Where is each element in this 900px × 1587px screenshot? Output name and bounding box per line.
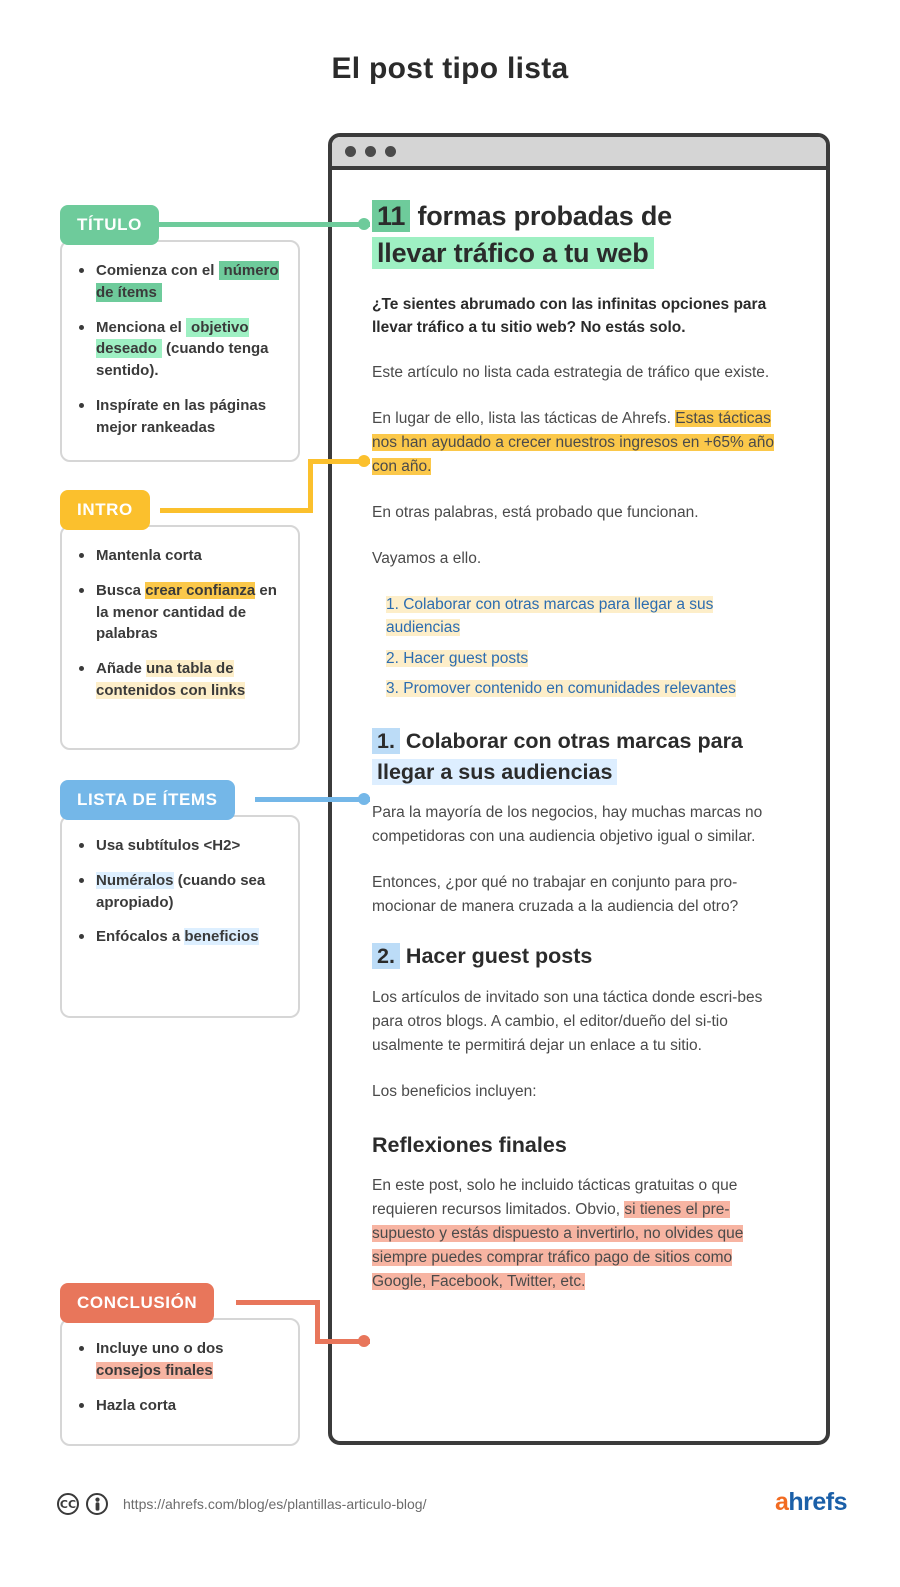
post-title xyxy=(372,198,790,273)
bullet-text-after: (cuando tenga sentido). xyxy=(96,340,269,379)
footer-url[interactable]: https://ahrefs.com/blog/es/plantillas-articulo-blog/ xyxy=(123,1496,427,1512)
card-titulo xyxy=(60,240,300,462)
bullet-highlight: crear confianza xyxy=(145,581,256,599)
toc-item[interactable] xyxy=(386,677,790,700)
heading-number: 1. xyxy=(372,728,400,754)
list-item xyxy=(96,317,282,382)
section-heading-2 xyxy=(372,941,790,972)
article-paragraph-2 xyxy=(372,407,790,479)
ahrefs-logo xyxy=(775,1488,847,1517)
bullet-text: Añade xyxy=(96,660,147,677)
list-item xyxy=(96,260,282,304)
connector-dot-titulo xyxy=(358,218,370,230)
window-maximize-icon[interactable] xyxy=(385,146,396,157)
section-1-paragraph-2: Entonces, ¿por qué no trabajar en conjunto para pro-mocionar de manera cruzada a la audiencia del otro? xyxy=(372,874,739,916)
bullet-text: Hazla corta xyxy=(96,1396,177,1414)
window-close-icon[interactable] xyxy=(345,146,356,157)
cc-icon xyxy=(57,1493,79,1515)
paragraph-plain: En este post, solo he incluido tácticas gratuitas o que requieren recursos limitados. Obvio, xyxy=(372,1177,738,1219)
tag-lista-de-items xyxy=(60,780,235,820)
list-item xyxy=(96,1395,282,1417)
cc-by-icon xyxy=(86,1493,108,1515)
tag-titulo-label: TÍTULO xyxy=(77,215,142,234)
list-item xyxy=(96,1338,282,1382)
list-item xyxy=(96,926,282,948)
tag-intro xyxy=(60,490,150,530)
connector-conclusion-v xyxy=(315,1300,320,1344)
connector-lista xyxy=(255,797,370,802)
bullet-text: Menciona el xyxy=(96,318,187,336)
section-3-paragraph-1 xyxy=(372,1174,790,1294)
bullet-highlight: Numéralos xyxy=(96,871,174,889)
article-lead: ¿Te sientes abrumado con las infinitas opciones para llevar tráfico a tu sitio web? No estás solo. xyxy=(372,295,767,336)
bullet-highlight: número de ítems xyxy=(96,262,279,301)
list-item xyxy=(96,658,282,702)
heading-text-b: llegar a sus audiencias xyxy=(372,759,617,785)
heading-text: Hacer guest posts xyxy=(405,944,593,969)
bullet-text: Inspírate en las páginas mejor rankeadas xyxy=(96,396,267,436)
bullet-text: Enfócalos a xyxy=(96,928,185,946)
toc-link[interactable]: 2. Hacer guest posts xyxy=(386,649,529,667)
heading-number: 2. xyxy=(372,943,400,969)
tag-intro-label: INTRO xyxy=(77,500,133,519)
bullet-text: Usa subtítulos <H2> xyxy=(96,837,241,854)
connector-intro-h1 xyxy=(160,508,313,513)
article-body xyxy=(332,170,826,1326)
paragraph-plain: En lugar de ello, lista las tácticas de Ahrefs. xyxy=(372,410,676,428)
connector-titulo xyxy=(158,222,370,227)
bullet-text: Busca xyxy=(96,581,146,599)
connector-dot-conclusion xyxy=(358,1335,370,1347)
bullet-text: Incluye uno o dos xyxy=(96,1340,224,1357)
list-item xyxy=(96,580,282,645)
bullet-text-after: en la menor cantidad de palabras xyxy=(96,581,277,643)
article-paragraph-1: Este artículo no lista cada estrategia de tráfico que existe. xyxy=(372,364,770,381)
tag-conclusion xyxy=(60,1283,214,1323)
card-lista-de-items xyxy=(60,815,300,1018)
heading-text-a: Colaborar con otras marcas para xyxy=(405,729,743,754)
logo-letters-hrefs: hrefs xyxy=(788,1488,847,1516)
post-title-highlight: llevar tráfico a tu web xyxy=(372,237,654,269)
footer xyxy=(57,1484,847,1524)
paragraph-highlight: si tienes el pre-supuesto y estás dispuesto a invertirlo, no olvides que siempre puedes comprar tráfico pago de sitios como Google, Facebook, Twitter, etc. xyxy=(372,1201,744,1291)
person-glyph xyxy=(92,1497,103,1511)
cc-icon-label: CC xyxy=(59,1497,77,1511)
list-item xyxy=(96,395,282,439)
list-item xyxy=(96,545,282,567)
toc-link[interactable]: 3. Promover contenido en comunidades relevantes xyxy=(386,679,736,697)
section-2-paragraph-1: Los artículos de invitado son una táctica donde escri-bes para otros blogs. A cambio, el editor/dueño del si-tio usalmente te permitirá dejar un enlace a tu sitio. xyxy=(372,988,763,1054)
bullet-highlight: consejos finales xyxy=(96,1361,213,1379)
card-intro xyxy=(60,525,300,750)
page-title: El post tipo lista xyxy=(331,52,569,85)
window-minimize-icon[interactable] xyxy=(365,146,376,157)
bullet-text-after: (cuando sea apropiado) xyxy=(96,871,266,911)
toc-item[interactable] xyxy=(386,593,790,640)
list-item xyxy=(96,870,282,914)
connector-conclusion-h1 xyxy=(236,1300,320,1305)
bullet-highlight: una tabla de contenidos con links xyxy=(96,660,246,699)
tag-lista-label: LISTA DE ÍTEMS xyxy=(77,790,218,809)
paragraph-highlight: Estas tácticas nos han ayudado a crecer nuestros ingresos en +65% año con año. xyxy=(372,410,774,476)
bullet-highlight: beneficios xyxy=(184,928,259,946)
connector-dot-intro xyxy=(358,455,370,467)
toc-link[interactable]: 1. Colaborar con otras marcas para llegar a sus audiencias xyxy=(386,596,714,637)
tag-titulo xyxy=(60,205,159,245)
article-paragraph-3: En otras palabras, está probado que funcionan. xyxy=(372,504,699,522)
article-paragraph-4: Vayamos a ello. xyxy=(372,550,482,568)
tag-conclusion-label: CONCLUSIÓN xyxy=(77,1293,198,1312)
browser-titlebar xyxy=(332,137,826,170)
connector-dot-lista xyxy=(358,793,370,805)
bullet-text: Comienza con el xyxy=(96,262,219,279)
browser-mockup xyxy=(328,133,830,1445)
bullet-highlight: objetivo deseado xyxy=(96,318,249,358)
list-item xyxy=(96,835,282,857)
section-1-paragraph-1: Para la mayoría de los negocios, hay muchas marcas no competidoras con una audiencia objetivo igual o similar. xyxy=(372,804,763,846)
section-heading-3: Reflexiones finales xyxy=(372,1132,567,1157)
section-heading-1 xyxy=(372,726,790,787)
toc-item[interactable] xyxy=(386,647,790,670)
logo-letter-a: a xyxy=(774,1488,789,1516)
card-conclusion xyxy=(60,1318,300,1446)
bullet-text: Mantenla corta xyxy=(96,547,202,564)
table-of-contents xyxy=(372,593,790,700)
section-2-paragraph-2: Los beneficios incluyen: xyxy=(372,1082,537,1100)
connector-intro-v xyxy=(308,459,313,513)
post-title-number: 11 xyxy=(372,200,410,232)
post-title-middle: formas probadas de xyxy=(417,201,672,231)
